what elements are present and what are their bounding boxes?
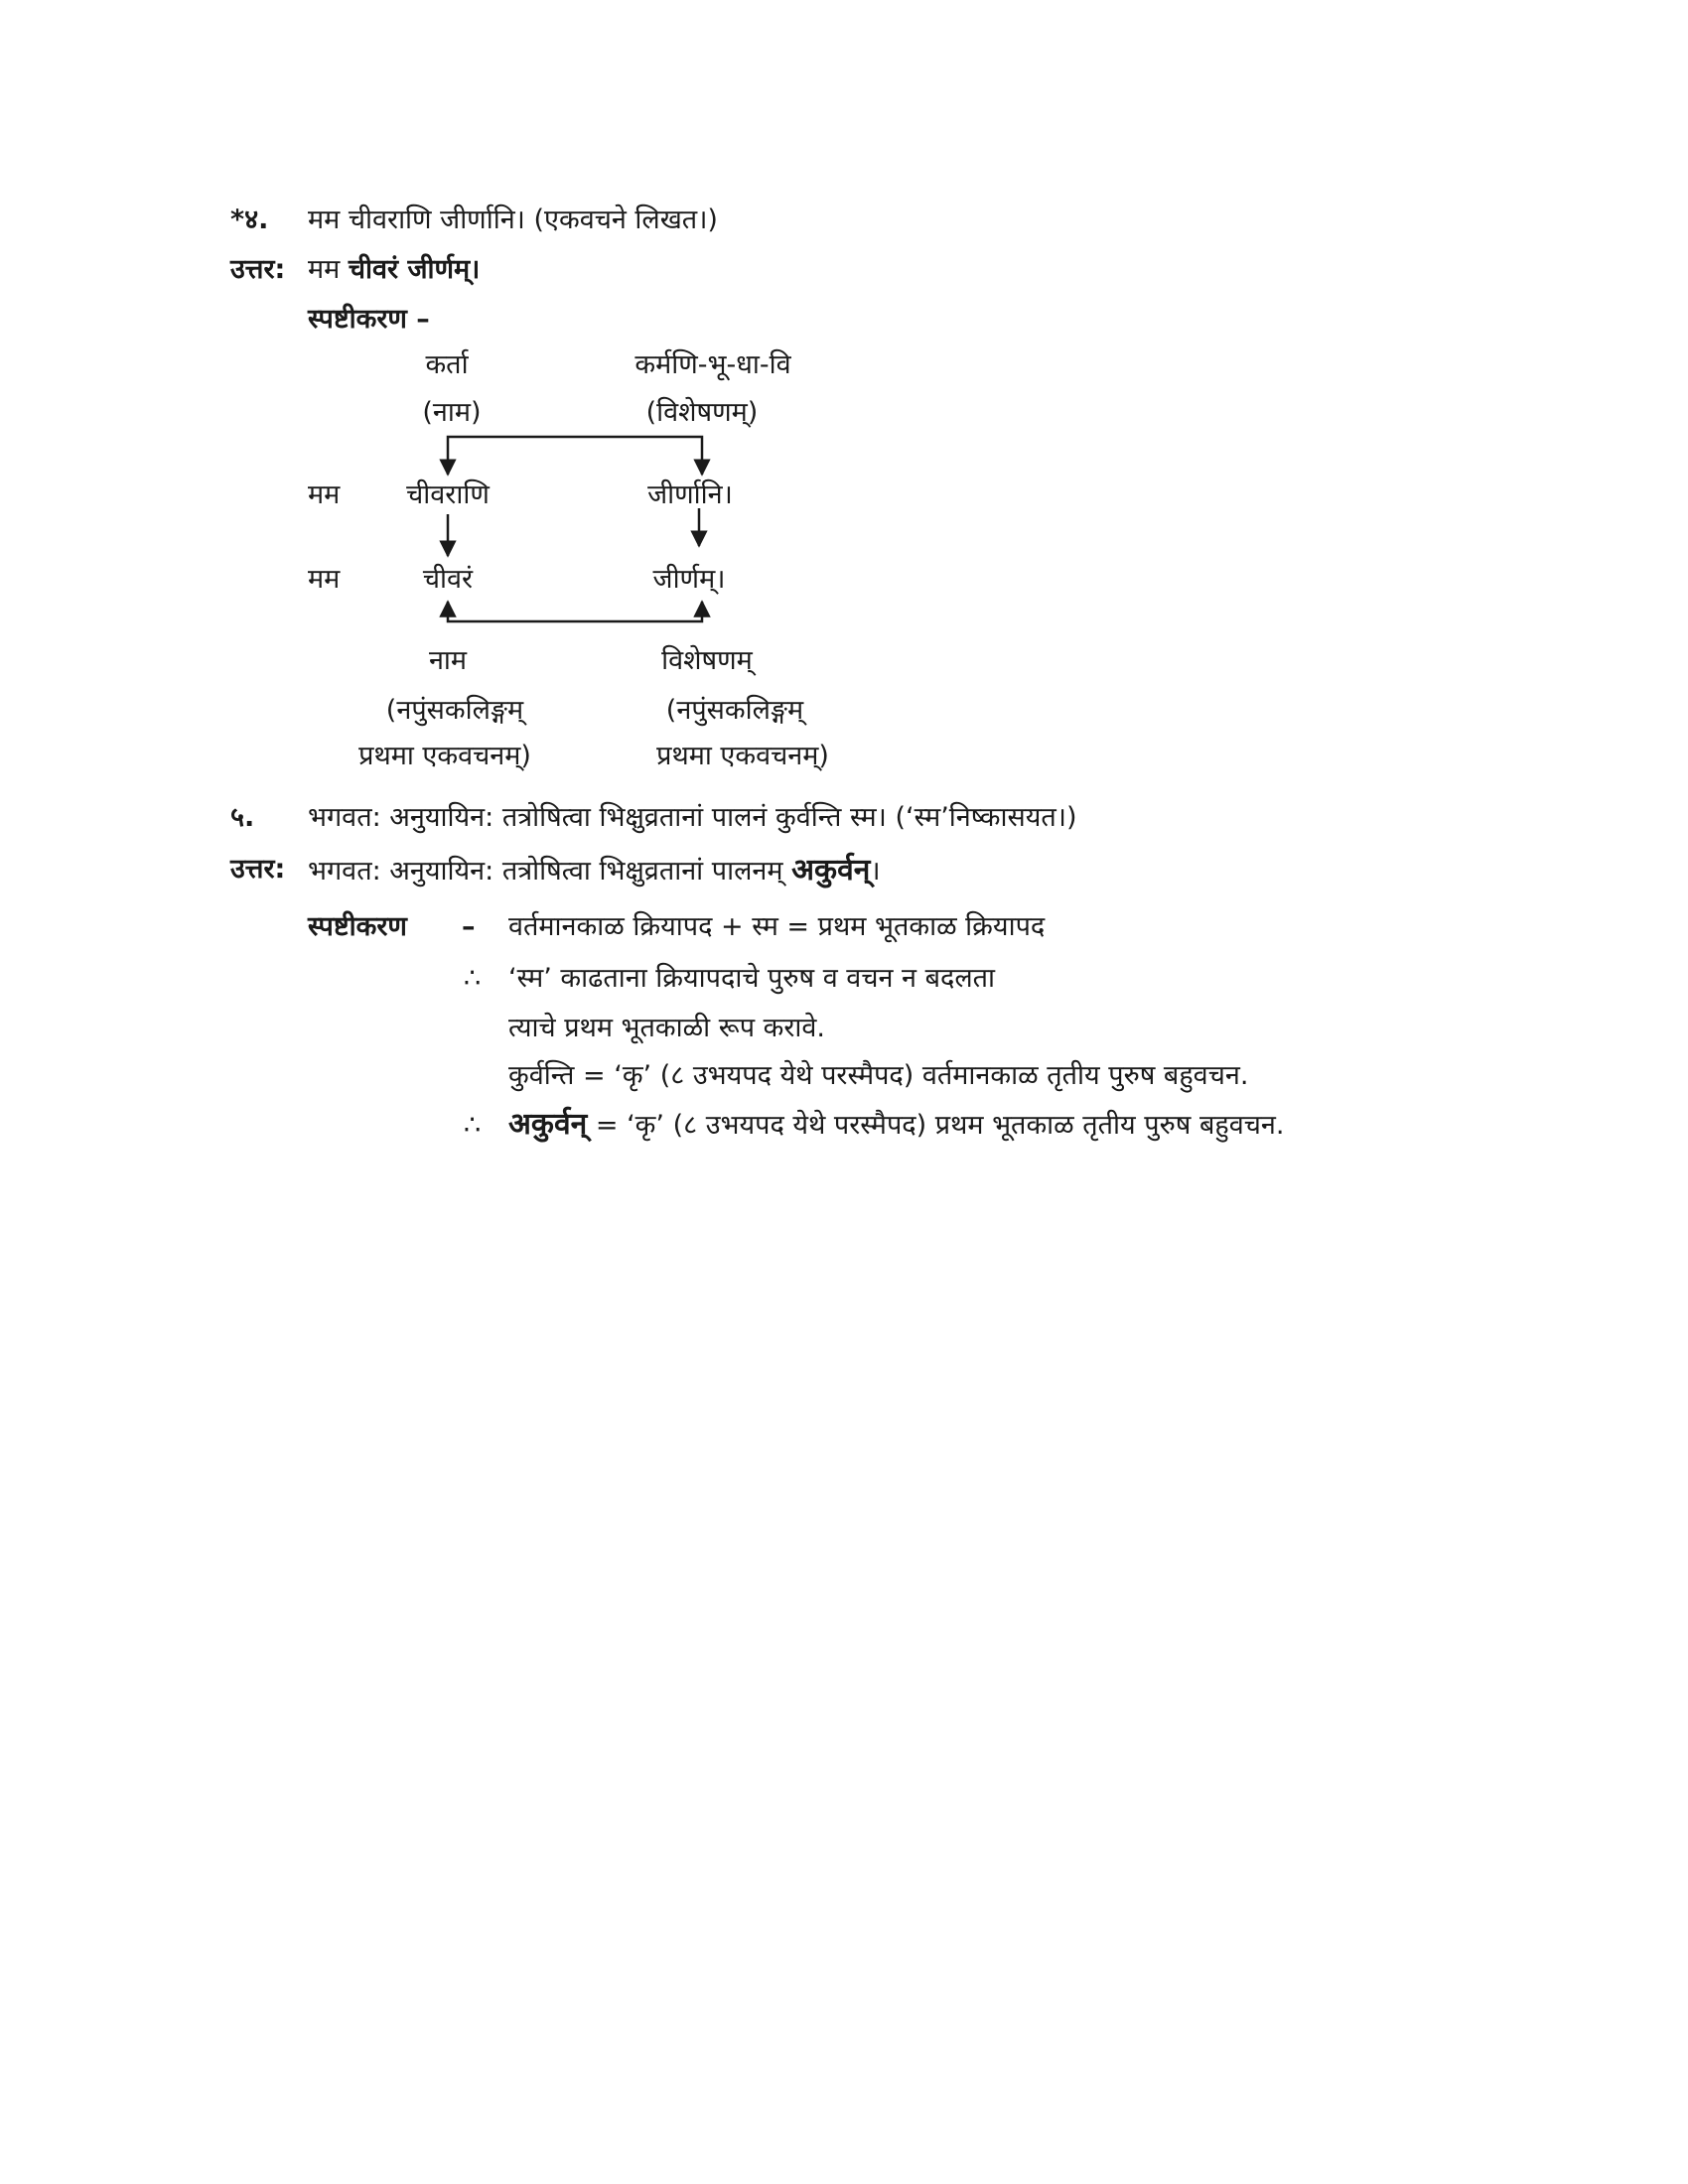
explanation-line-3: त्याचे प्रथम भूतकाळी रूप करावे. [508,1013,826,1043]
diagram-jirnam: जीर्णम्। [652,564,726,595]
diagram-karmani: कर्मणि-भू-धा-वि [634,349,791,380]
question-number: *४. [230,205,269,235]
diagram-prathama-2: प्रथमा एकवचनम्) [656,741,829,771]
diagram-napumsaka-2: (नपुंसकलिङ्गम् [665,695,804,726]
question-number: ५. [230,802,255,833]
explanation-line-2: ‘स्म’ काढताना क्रियापदाचे पुरुष व वचन न बदलता [508,963,996,994]
diagram-visheshanam-paren: (विशेषणम्) [645,397,759,428]
explanation-dash: – [462,911,476,942]
therefore-symbol: ∴ [464,963,482,994]
answer-text [308,853,881,887]
explanation-line-5 [508,1107,1285,1142]
bracket-top [448,437,702,475]
answer-bold: अकुर्वन् [791,853,871,887]
answer-prefix: मम [308,254,341,285]
diagram-napumsaka-1: (नपुंसकलिङ्गम् [385,695,524,726]
answer-label: उत्तर: [230,254,286,285]
answer-bold: चीवरं जीर्णम्। [348,254,481,285]
answer-label: उत्तर: [230,854,286,885]
question-text: भगवत: अनुयायिन: तत्रोषित्वा भिक्षुव्रतानां पालनं कुर्वन्ति स्म। (‘स्म’निष्कासयत।) [308,802,1077,833]
diagram-mama-1: मम [308,479,341,510]
line5-bold: अकुर्वन् [508,1107,588,1142]
diagram-visheshanam: विशेषणम् [661,645,753,676]
answer-end: । [870,856,881,887]
question-text: मम चीवराणि जीर्णानि। (एकवचने लिखत।) [308,205,718,235]
line5-rest: = ‘कृ’ (८ उभयपद येथे परस्मैपद) प्रथम भूतकाळ तृतीय पुरुष बहुवचन. [587,1110,1285,1141]
diagram-chivaram: चीवरं [422,564,474,595]
diagram-prathama-1: प्रथमा एकवचनम्) [358,741,531,771]
diagram-naam: नाम [428,645,468,676]
therefore-symbol: ∴ [464,1110,482,1141]
diagram-naam-paren: (नाम) [422,397,482,428]
diagram-chivarani: चीवराणि [406,479,490,510]
explanation-line-1: वर्तमानकाळ क्रियापद + स्म = प्रथम भूतकाळ क्रियापद [508,911,1046,942]
explanation-line-4: कुर्वन्ति = ‘कृ’ (८ उभयपद येथे परस्मैपद) वर्तमानकाळ तृतीय पुरुष बहुवचन. [508,1060,1249,1091]
explanation-label: स्पष्टीकरण – [308,304,430,335]
bracket-bottom [448,602,702,621]
diagram-kartaa: कर्ता [425,349,469,380]
diagram-jirnani: जीर्णानि। [647,479,733,510]
explanation-label: स्पष्टीकरण [308,911,407,942]
diagram-mama-2: मम [308,564,341,595]
answer-plain: भगवत: अनुयायिन: तत्रोषित्वा भिक्षुव्रतानां पालनम् [308,856,783,887]
